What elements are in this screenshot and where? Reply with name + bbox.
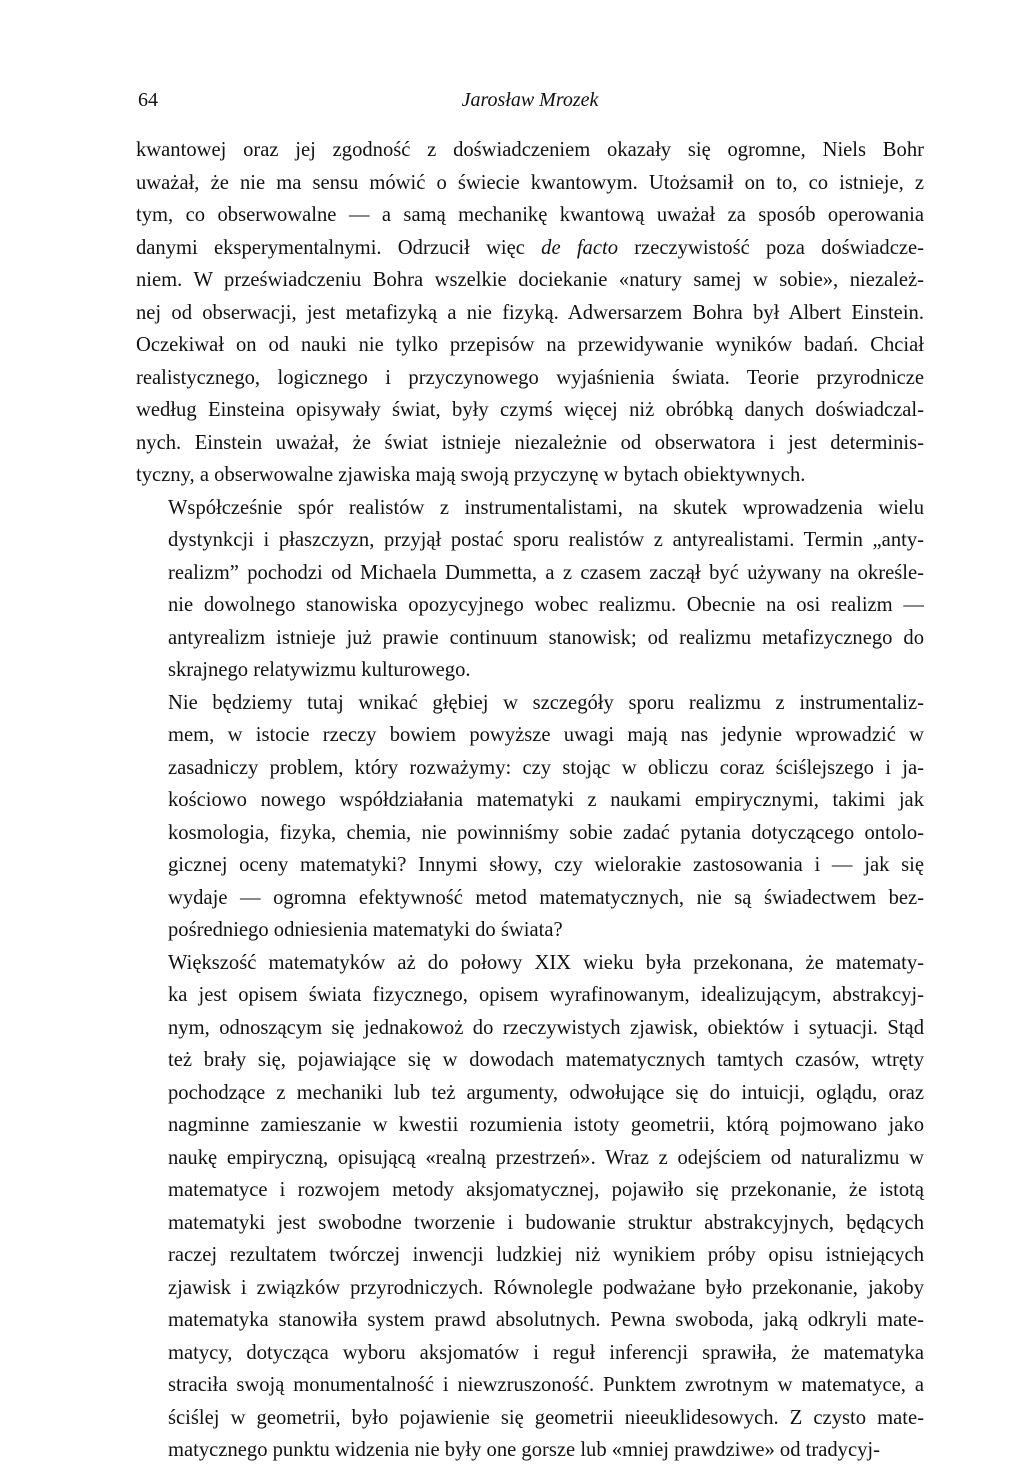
text-line: nie dowolnego stanowiska opozycyjnego wobec realizmu. Obecnie na osi realizm — — [168, 594, 924, 616]
text-line: nych. Einstein uważał, że świat istnieje niezależnie od obserwatora i jest determinis- — [136, 431, 924, 454]
text-line: nym, odnoszącym się jednakowoż do rzeczywistych zjawisk, obiektów i sytuacji. Stąd — [168, 1016, 924, 1039]
paragraph — [136, 134, 924, 492]
text-line: realizm” pochodzi od Michaela Dummetta, a z czasem zaczął być używany na określe- — [168, 561, 924, 584]
text-line: kościowo nowego współdziałania matematyki z naukami empirycznymi, takimi jak — [168, 789, 924, 811]
text-line: Oczekiwał on od nauki nie tylko przepisów na przewidywanie wyników badań. Chciał — [136, 334, 924, 356]
text-line: tym, co obserwowalne — a samą mechanikę kwantową uważał za sposób operowania — [136, 204, 924, 226]
running-head — [136, 82, 924, 118]
text-line: danymi eksperymentalnymi. Odrzucił więc de facto rzeczywistość poza doświadcze- — [136, 236, 924, 259]
text-line: mem, w istocie rzeczy bowiem powyższe uwagi mają nas jedynie wprowadzić w — [168, 724, 924, 746]
text-line: tyczny, a obserwowalne zjawiska mają swoją przyczynę w bytach obiektywnych. — [136, 464, 806, 486]
text-line: ka jest opisem świata fizycznego, opisem wyrafinowanym, idealizującym, abstrakcyj- — [168, 984, 924, 1006]
text-line: nej od obserwacji, jest metafizyką a nie fizyką. Adwersarzem Bohra był Albert Einstein. — [136, 301, 924, 324]
text-line: matycy, dotycząca wyboru aksjomatów i reguł inferencji sprawiła, że matematyka — [168, 1341, 924, 1364]
text-line: raczej rezultatem twórczej inwencji ludzkiej niż wynikiem próby opisu istniejących — [168, 1244, 924, 1266]
text-line: kosmologia, fizyka, chemia, nie powinniśmy sobie zadać pytania dotyczącego ontolo- — [168, 821, 924, 844]
text-line: straciła swoją monumentalność i niewzruszoność. Punktem zwrotnym w matematyce, a — [168, 1374, 924, 1396]
text-line: gicznej oceny matematyki? Innymi słowy, czy wielorakie zastosowania i — jak się — [168, 854, 924, 876]
text-line: nagminne zamieszanie w kwestii rozumienia istoty geometrii, którą pojmowano jako — [168, 1114, 924, 1136]
paragraph — [136, 947, 924, 1467]
book-page — [136, 82, 924, 1467]
text-line: niem. W przeświadczeniu Bohra wszelkie dociekanie «natury samej w sobie», niezależ- — [136, 269, 924, 291]
text-line: zjawisk i związków przyrodniczych. Równolegle podważane było przekonanie, jakoby — [168, 1276, 924, 1299]
text-line: Nie będziemy tutaj wnikać głębiej w szczegóły sporu realizmu z instrumentaliz- — [168, 691, 924, 714]
paragraph — [136, 687, 924, 947]
text-line: też brały się, pojawiające się w dowodach matematycznych tamtych czasów, wtręty — [168, 1049, 924, 1071]
text-line: pośredniego odniesienia matematyki do świata? — [168, 919, 563, 941]
text-line: naukę empiryczną, opisującą «realną przestrzeń». Wraz z odejściem od naturalizmu w — [168, 1146, 924, 1169]
text-line: Większość matematyków aż do połowy XIX wieku była przekonana, że matematy- — [168, 951, 924, 974]
text-line: wydaje — ogromna efektywność metod matematycznych, nie są świadectwem bez- — [168, 886, 924, 909]
paragraph — [136, 492, 924, 687]
text-line: Współcześnie spór realistów z instrumentalistami, na skutek wprowadzenia wielu — [168, 496, 924, 519]
text-line: zasadniczy problem, który rozważymy: czy stojąc w obliczu coraz ściślejszego i ja- — [168, 756, 924, 779]
text-line: według Einsteina opisywały świat, były czymś więcej niż obróbką danych doświadczal- — [136, 399, 924, 421]
text-line: realistycznego, logicznego i przyczynowego wyjaśnienia świata. Teorie przyrodnicze — [136, 366, 924, 389]
text-line: matycznego punktu widzenia nie były one gorsze lub «mniej prawdziwe» od tradycyj- — [168, 1439, 880, 1461]
text-line: kwantowej oraz jej zgodność z doświadczeniem okazały się ogromne, Niels Bohr — [136, 139, 924, 161]
text-line: matematyki jest swobodne tworzenie i budowanie struktur abstrakcyjnych, będących — [168, 1211, 924, 1234]
text-line: pochodzące z mechaniki lub też argumenty, odwołujące się do intuicji, oglądu, oraz — [168, 1081, 924, 1104]
text-line: dystynkcji i płaszczyzn, przyjął postać sporu realistów z antyrealistami. Termin „anty- — [168, 529, 924, 551]
text-line: skrajnego relatywizmu kulturowego. — [168, 659, 471, 681]
text-line: matematyce i rozwojem metody aksjomatycznej, pojawiło się przekonanie, że istotą — [168, 1179, 924, 1201]
running-title: Jarosław Mrozek — [461, 89, 599, 111]
text-line: antyrealizm istnieje już prawie continuum stanowisk; od realizmu metafizycznego do — [168, 626, 924, 649]
text-line: matematyka stanowiła system prawd absolutnych. Pewna swoboda, jaką odkryli mate- — [168, 1309, 924, 1331]
text-line: uważał, że nie ma sensu mówić o świecie kwantowym. Utożsamił on to, co istnieje, z — [136, 171, 924, 194]
italic-phrase: de facto — [541, 236, 619, 259]
text-line: ściślej w geometrii, było pojawienie się geometrii nieeuklidesowych. Z czysto mate- — [168, 1406, 924, 1429]
page-number: 64 — [138, 89, 158, 111]
body-text — [136, 134, 924, 1467]
